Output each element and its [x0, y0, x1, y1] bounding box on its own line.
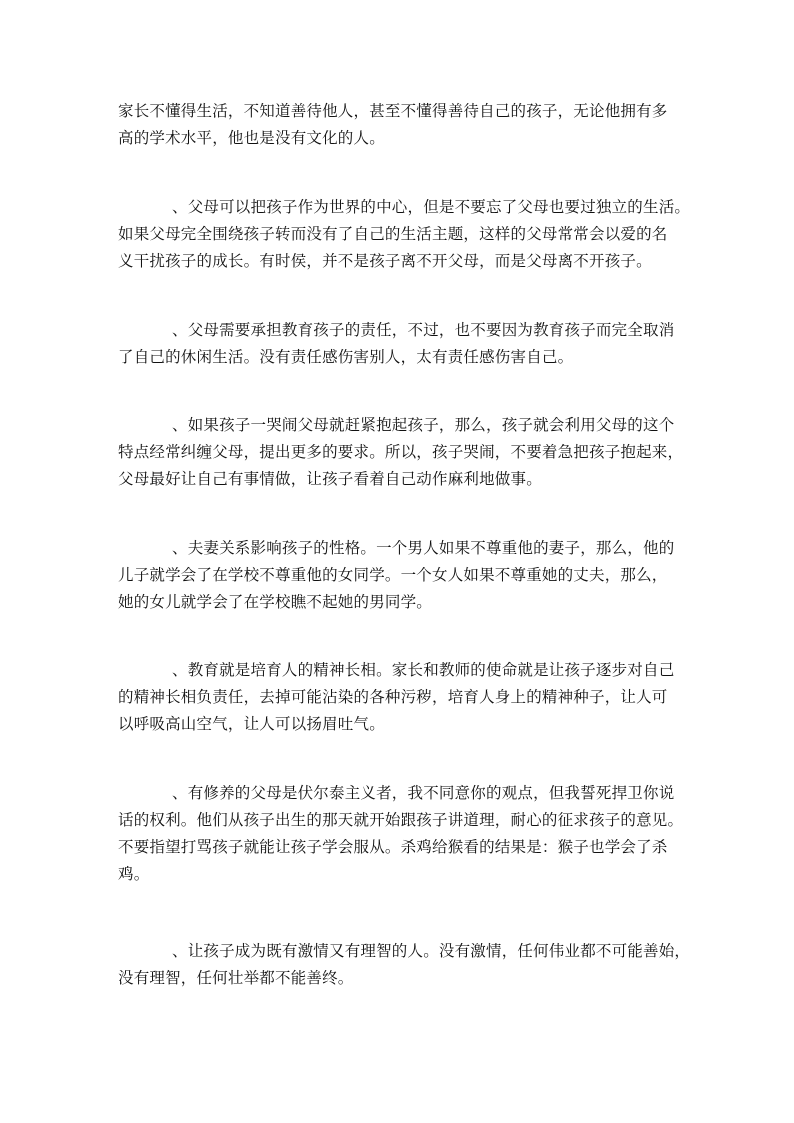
- paragraph-line: 义干扰孩子的成长。有时侯，并不是孩子离不开父母，而是父母离不开孩子。: [118, 252, 652, 270]
- paragraph-line: 高的学术水平，他也是没有文化的人。: [118, 129, 385, 147]
- paragraph-line: 、有修养的父母是伏尔泰主义者，我不同意你的观点，但我誓死捍卫你说: [172, 784, 675, 802]
- paragraph-line: 、教育就是培育人的精神长相。家长和教师的使命就是让孩子逐步对自己: [172, 661, 675, 679]
- paragraph-2: [118, 194, 691, 275]
- paragraph-line: 、让孩子成为既有激情又有理智的人。没有激情，任何伟业都不可能善始，: [172, 942, 691, 960]
- paragraph-4: [118, 412, 684, 493]
- paragraph-6: [118, 657, 678, 738]
- paragraph-3: [118, 317, 678, 371]
- paragraph-line: 、父母可以把孩子作为世界的中心，但是不要忘了父母也要过独立的生活。: [172, 198, 691, 216]
- paragraph-line: 家长不懂得生活，不知道善待他人，甚至不懂得善待自己的孩子，无论他拥有多: [118, 102, 668, 120]
- paragraph-line: 了自己的休闲生活。没有责任感伤害别人，太有责任感伤害自己。: [118, 348, 574, 366]
- paragraph-line: 鸡。: [118, 865, 150, 883]
- paragraph-line: 如果父母完全围绕孩子转而没有了自己的生活主题，这样的父母常常会以爱的名: [118, 225, 668, 243]
- paragraph-line: 、夫妻关系影响孩子的性格。一个男人如果不尊重他的妻子，那么，他的: [172, 539, 675, 557]
- paragraph-1: [118, 98, 678, 152]
- paragraph-line: 话的权利。他们从孩子出生的那天就开始跟孩子讲道理，耐心的征求孩子的意见。: [118, 811, 684, 829]
- paragraph-line: 、如果孩子一哭闹父母就赶紧抱起孩子，那么，孩子就会利用父母的这个: [172, 416, 675, 434]
- paragraph-line: 以呼吸高山空气，让人可以扬眉吐气。: [118, 715, 385, 733]
- paragraph-line: 的精神长相负责任，去掉可能沾染的各种污秽，培育人身上的精神种子，让人可: [118, 688, 668, 706]
- paragraph-7: [118, 780, 684, 888]
- paragraph-line: 没有理智，任何壮举都不能善终。: [118, 969, 354, 987]
- paragraph-5: [118, 535, 678, 616]
- paragraph-line: 父母最好让自己有事情做，让孩子看着自己动作麻利地做事。: [118, 470, 542, 488]
- paragraph-line: 不要指望打骂孩子就能让孩子学会服从。杀鸡给猴看的结果是：猴子也学会了杀: [118, 838, 668, 856]
- paragraph-line: 特点经常纠缠父母，提出更多的要求。所以，孩子哭闹，不要着急把孩子抱起来，: [118, 443, 684, 461]
- paragraph-line: 儿子就学会了在学校不尊重他的女同学。一个女人如果不尊重她的丈夫，那么，: [118, 566, 668, 584]
- paragraph-line: 、父母需要承担教育孩子的责任，不过，也不要因为教育孩子而完全取消: [172, 321, 675, 339]
- paragraph-8: [118, 938, 691, 992]
- paragraph-line: 她的女儿就学会了在学校瞧不起她的男同学。: [118, 593, 433, 611]
